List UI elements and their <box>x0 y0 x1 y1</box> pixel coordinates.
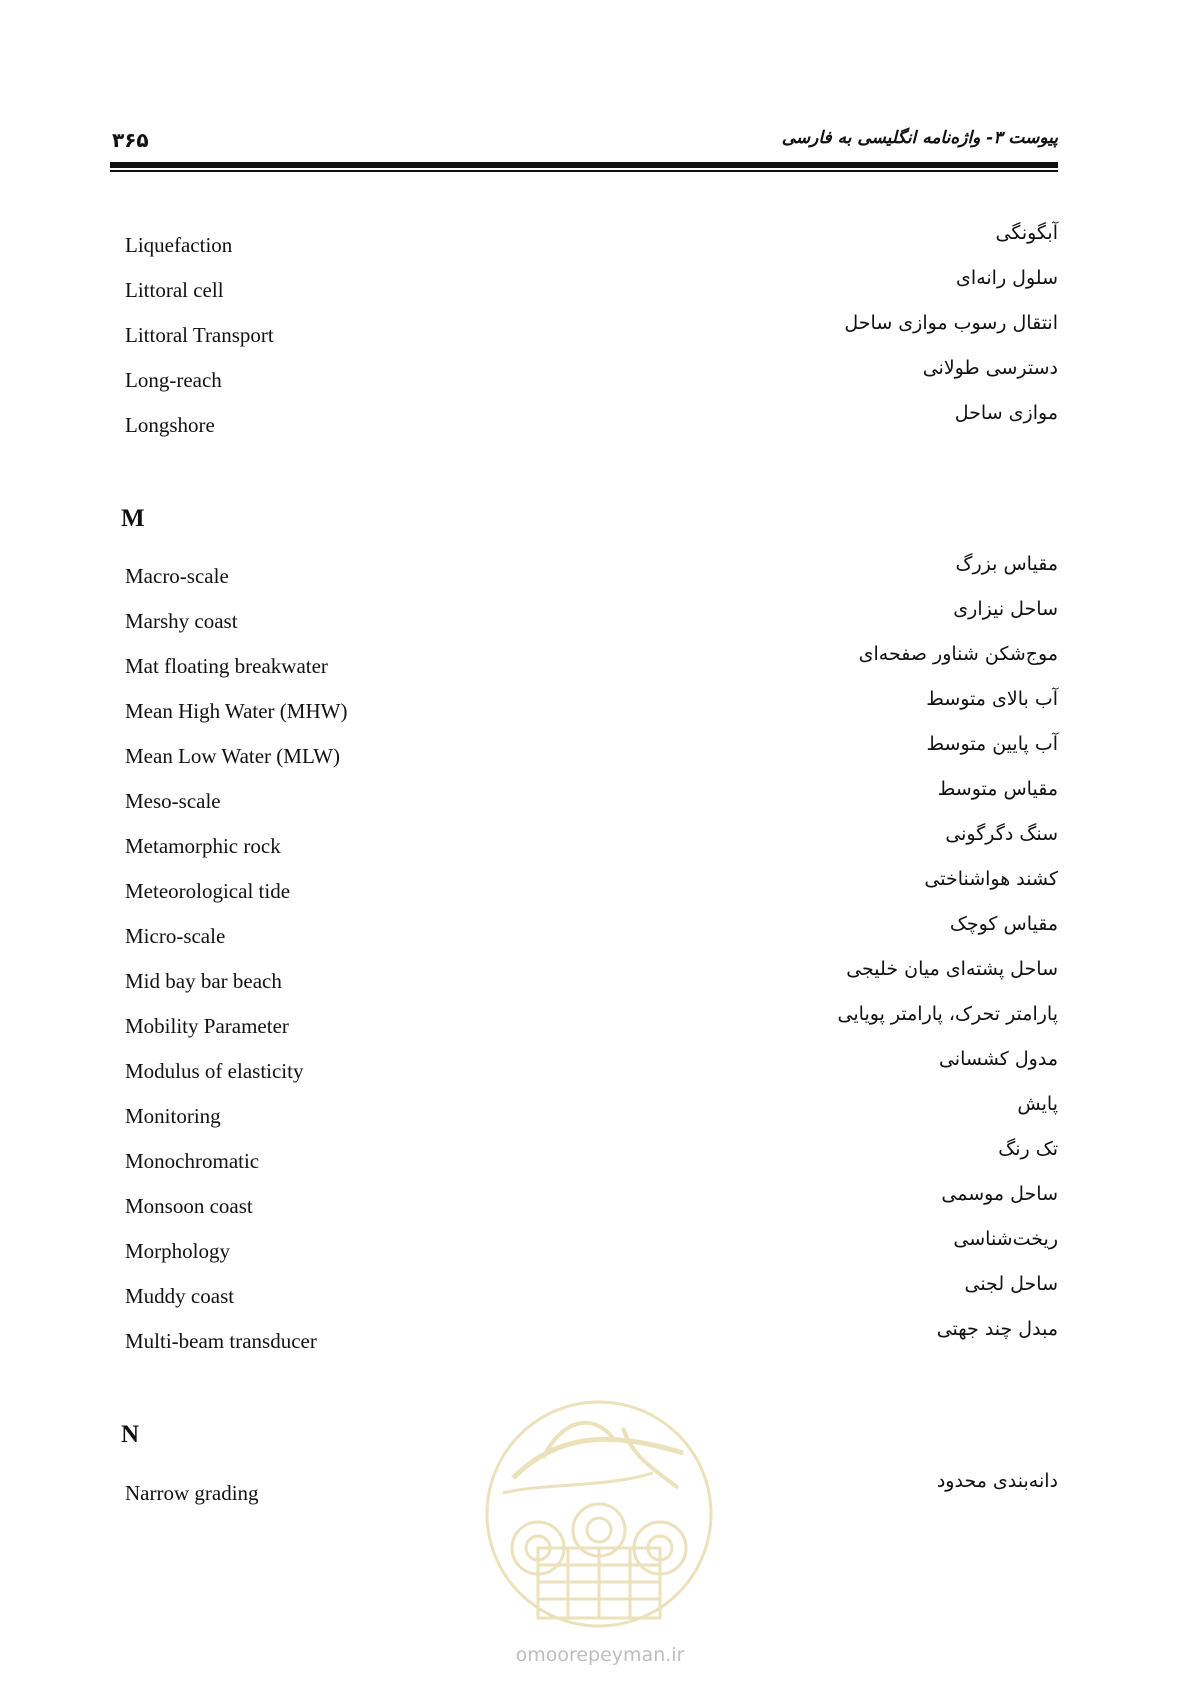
persian-term: موج‌شکن شناور صفحه‌ای <box>858 643 1058 665</box>
glossary-entry <box>125 598 1058 634</box>
english-term: Monsoon coast <box>125 1194 253 1218</box>
english-term: Monochromatic <box>125 1149 260 1173</box>
persian-term: پایش <box>1017 1093 1058 1115</box>
glossary-entry <box>125 1138 1058 1174</box>
persian-term: آبگونگی <box>995 222 1058 244</box>
persian-term: ساحل لجنی <box>964 1273 1058 1295</box>
persian-term: مقیاس متوسط <box>937 778 1058 800</box>
english-term: Meso-scale <box>125 789 221 813</box>
glossary-entry <box>125 958 1058 994</box>
english-term: Mat floating breakwater <box>125 654 328 678</box>
glossary-entry <box>125 553 1058 589</box>
persian-term: سنگ دگرگونی <box>945 823 1058 845</box>
persian-term: تک رنگ <box>998 1138 1058 1160</box>
glossary-entry <box>125 733 1058 769</box>
persian-term: آب بالای متوسط <box>926 688 1058 710</box>
header-rule-thick <box>110 162 1058 168</box>
english-term: Mobility Parameter <box>125 1014 289 1038</box>
glossary-entry <box>125 1273 1058 1309</box>
english-term: Meteorological tide <box>125 879 291 903</box>
english-term: Monitoring <box>125 1104 221 1128</box>
glossary-entry <box>125 222 1058 258</box>
persian-term: مقیاس کوچک <box>949 913 1058 935</box>
page-header <box>110 128 1058 158</box>
persian-term: ریخت‌شناسی <box>953 1228 1058 1250</box>
persian-term: ساحل نیزاری <box>953 598 1058 620</box>
glossary-entry <box>125 688 1058 724</box>
english-term: Narrow grading <box>125 1481 259 1505</box>
persian-term: پارامتر تحرک، پارامتر پویایی <box>837 1003 1058 1025</box>
glossary-entry <box>125 1003 1058 1039</box>
english-term: Muddy coast <box>125 1284 235 1308</box>
english-term: Littoral cell <box>125 278 224 302</box>
persian-term: مدول کشسانی <box>938 1048 1058 1070</box>
english-term: Metamorphic rock <box>125 834 281 858</box>
persian-term: سلول رانه‌ای <box>956 267 1058 289</box>
glossary-entry <box>125 357 1058 393</box>
english-term: Mean High Water (MHW) <box>125 699 348 723</box>
glossary-entry <box>125 643 1058 679</box>
glossary-entry <box>125 823 1058 859</box>
english-term: Multi-beam transducer <box>125 1329 317 1353</box>
section-letter: M <box>121 505 145 532</box>
english-term: Long-reach <box>125 368 222 392</box>
english-term: Marshy coast <box>125 609 238 633</box>
persian-term: دانه‌بندی محدود <box>936 1470 1058 1492</box>
persian-term: انتقال رسوب موازی ساحل <box>844 312 1058 334</box>
glossary-entry <box>125 1318 1058 1354</box>
english-term: Liquefaction <box>125 233 233 257</box>
english-term: Littoral Transport <box>125 323 274 347</box>
english-term: Modulus of elasticity <box>125 1059 304 1083</box>
persian-term: آب پایین متوسط <box>926 733 1058 755</box>
persian-term: موازی ساحل <box>954 402 1058 424</box>
page-number: ۳۶۵ <box>112 128 149 152</box>
watermark-logo <box>483 1398 715 1630</box>
glossary-entry <box>125 868 1058 904</box>
glossary-entry <box>125 778 1058 814</box>
glossary-entry <box>125 1093 1058 1129</box>
glossary-entry <box>125 1183 1058 1219</box>
running-title: پیوست ۳- واژه‌نامه انگلیسی به فارسی <box>781 128 1058 148</box>
glossary-entry <box>125 913 1058 949</box>
glossary-entry <box>125 402 1058 438</box>
glossary-entry <box>125 1048 1058 1084</box>
persian-term: مقیاس بزرگ <box>955 553 1058 575</box>
english-term: Mean Low Water (MLW) <box>125 744 341 768</box>
persian-term: ساحل پشته‌ای میان خلیجی <box>846 958 1058 980</box>
persian-term: ساحل موسمی <box>941 1183 1058 1205</box>
english-term: Micro-scale <box>125 924 226 948</box>
persian-term: دسترسی طولانی <box>922 357 1058 379</box>
glossary-entry <box>125 1228 1058 1264</box>
header-rule-thin <box>110 170 1058 172</box>
english-term: Longshore <box>125 413 215 437</box>
english-term: Macro-scale <box>125 564 229 588</box>
glossary-entry <box>125 267 1058 303</box>
persian-term: کشند هواشناختی <box>924 868 1058 890</box>
watermark-text: omoorepeyman.ir <box>515 1644 685 1666</box>
persian-term: مبدل چند جهتی <box>936 1318 1058 1340</box>
english-term: Morphology <box>125 1239 230 1263</box>
glossary-entry <box>125 312 1058 348</box>
english-term: Mid bay bar beach <box>125 969 282 993</box>
section-letter: N <box>121 1421 140 1448</box>
